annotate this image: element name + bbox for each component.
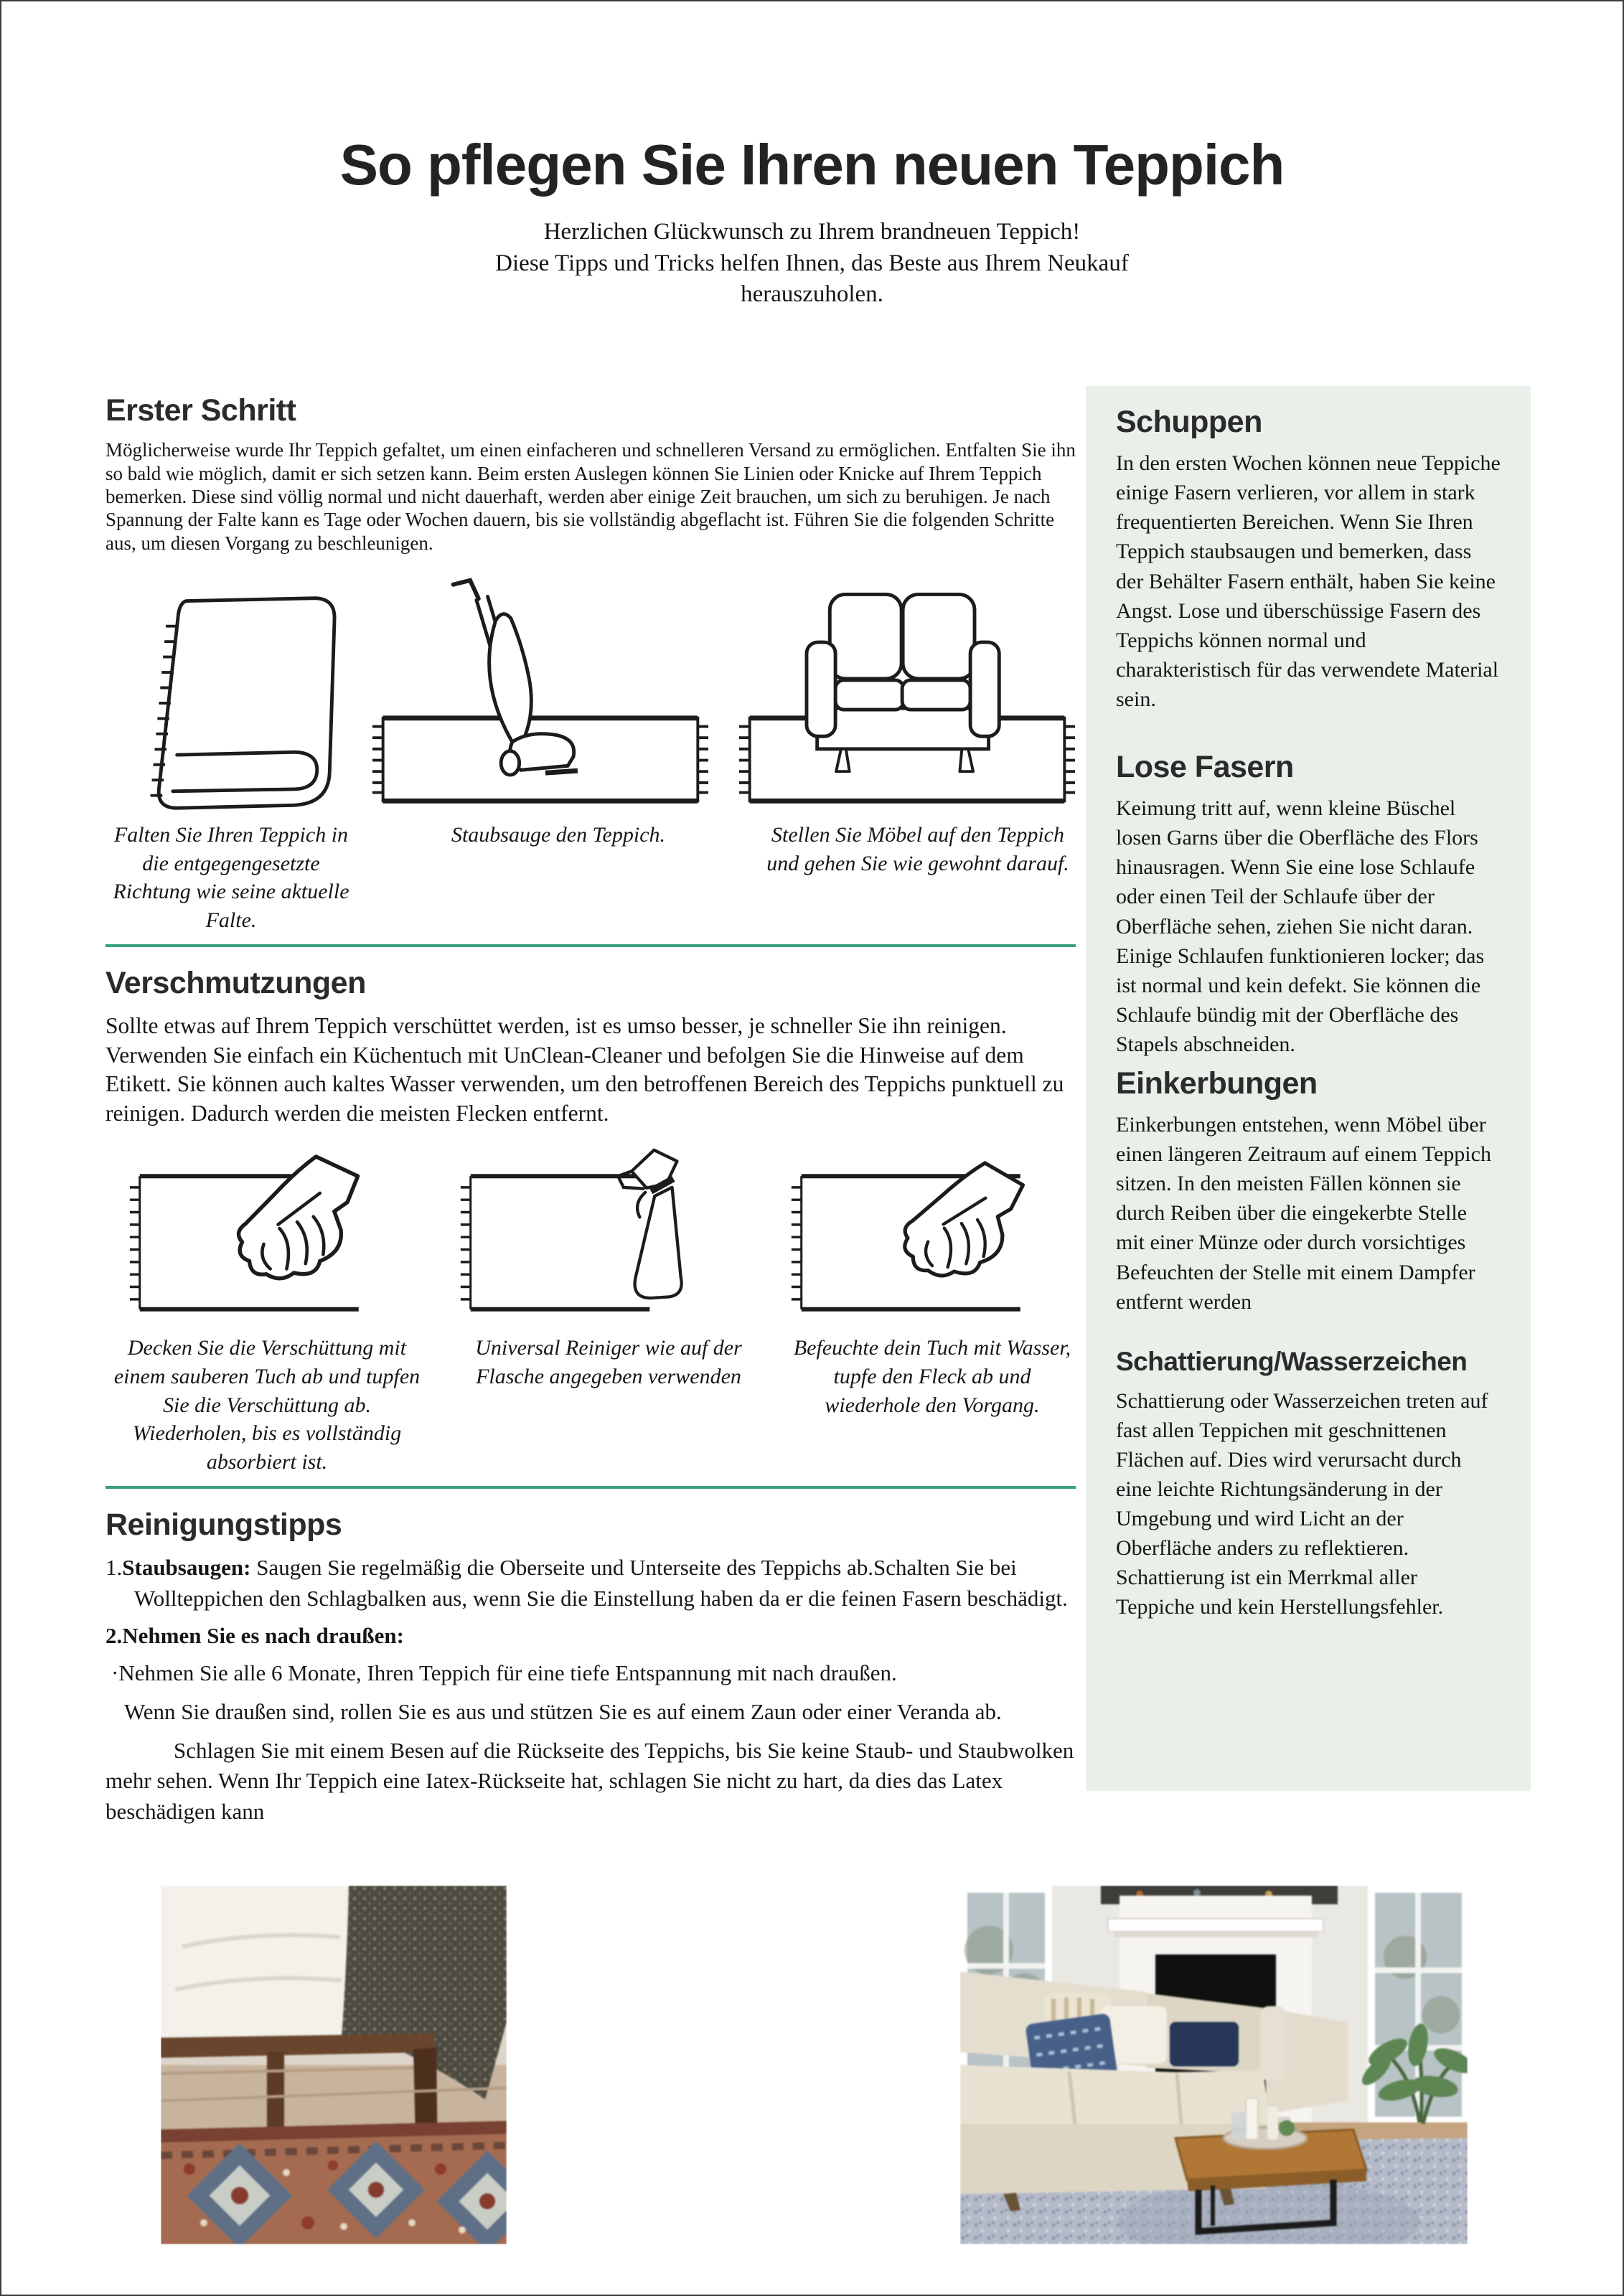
- step-caption: Falten Sie Ihren Teppich in die entgegengesetzte Richtung wie seine aktuelle Falte.: [113, 823, 349, 932]
- tip-number: 2.: [105, 1622, 123, 1648]
- vacuum-on-rug-illustration: [372, 575, 709, 814]
- subtitle-line: Herzlichen Glückwunsch zu Ihrem brandneuen Teppich!: [543, 219, 1081, 245]
- sidebar-paragraph-schattierung: Schattierung oder Wasserzeichen treten auf fast allen Teppichen mit geschnittenen Flächen auf. Dies wird verursacht durch eine leichte Richtungsänderung in der Umgebung und wird Licht an der Oberfläche anders zu reflektieren. Schattierung ist ein Merrkmal aller Teppiche und kein Herstellungsfehler.: [1116, 1388, 1488, 1619]
- tip-paragraph: Wenn Sie draußen sind, rollen Sie es aus und stützen Sie es auf einem Zaun oder einer Veranda ab.: [124, 1699, 1002, 1725]
- sidebar-paragraph-einkerbungen: Einkerbungen entstehen, wenn Möbel über einen längeren Zeitraum auf einem Teppich sitzen. In den meisten Fällen können sie durch Reiben über die eingekerbte Stelle mit einer Münze oder durch vorsichtiges Befeuchten der Stelle mit einem Dampfer entfernt werden: [1116, 1113, 1491, 1314]
- tip-item-1: [105, 1553, 1076, 1613]
- sidebar-heading-schattierung: Schattierung/Wasserzeichen: [1116, 1346, 1468, 1376]
- tip-text: Saugen Sie regelmäßig die Oberseite und Unterseite des Teppichs ab.Schalten Sie bei Wollteppichen den Schlagbalken aus, wenn Sie die Einstellung haben da er die feinen Fasern beschädigt.: [134, 1555, 1068, 1611]
- subtitle: [1, 217, 1623, 311]
- sidebar-paragraph-lose-fasern: Keimung tritt auf, wenn kleine Büschel losen Garns über die Oberfläche des Flors hinausragen. Wenn Sie eine lose Schlaufe oder einen Teil der Schlaufe über der Oberfläche sehen, ziehen Sie nicht daran. Einige Schlaufen funktionieren locker; das ist normal und kein defekt. Sie können die Schlaufe bündig mit der Oberfläche des Stapels abschneiden.: [1116, 796, 1485, 1056]
- hand-blotting-rug-illustration: [105, 1140, 414, 1327]
- bedroom-rug-photo: [161, 1886, 507, 2244]
- step-illustrations-row-2: [105, 1140, 1076, 1327]
- main-column: [105, 395, 1076, 1835]
- tip-number: 1.: [105, 1555, 123, 1581]
- step-captions-row-1: [105, 821, 1076, 934]
- spray-bottle-illustration: [436, 1140, 745, 1327]
- hand-dabbing-rug-illustration: [767, 1140, 1076, 1327]
- step-caption: Universal Reiniger wie auf der Flasche angegeben verwenden: [475, 1336, 742, 1388]
- step-caption: Befeuchte dein Tuch mit Wasser, tupfe den Fleck ab und wiederhole den Vorgang.: [793, 1336, 1071, 1417]
- sidebar-heading-lose-fasern: Lose Fasern: [1116, 749, 1294, 784]
- step-caption: Decken Sie die Verschüttung mit einem sauberen Tuch ab und tupfen Sie die Verschüttung ab. Wiederholen, bis es vollständig absorbiert ist.: [113, 1336, 421, 1474]
- section-heading-reinigungstipps: Reinigungstipps: [105, 1507, 342, 1543]
- header: [1, 132, 1623, 311]
- step-captions-row-2: [105, 1334, 1076, 1476]
- tip-label: Nehmen Sie es nach draußen:: [122, 1622, 404, 1648]
- sidebar-paragraph-schuppen: In den ersten Wochen können neue Teppiche einige Fasern verlieren, vor allem in stark frequentierten Bereichen. Wenn Sie Ihren Teppich staubsaugen und bemerken, dass der Behälter Fasern enthält, haben Sie keine Angst. Lose und überschüssige Fasern des Teppichs können normal und charakteristisch für das verwendete Material sein.: [1116, 451, 1501, 711]
- subtitle-line: herauszuholen.: [741, 281, 883, 308]
- step-caption: Staubsauge den Teppich.: [451, 823, 666, 847]
- tip-label: Staubsaugen:: [122, 1555, 251, 1581]
- green-divider: [105, 944, 1076, 947]
- erster-schritt-paragraph: Möglicherweise wurde Ihr Teppich gefaltet, um einen einfacheren und schnelleren Versand zu ermöglichen. Entfalten Sie ihn so bald wie möglich, damit er sich setzen kann. Beim ersten Auslegen können Sie Linien oder Knicke auf Ihrem Teppich bemerken. Diese sind völlig normal und nicht dauerhaft, werden aber einige Zeit brauchen, um sich zu beruhigen. Je nach Spannung der Falte kann es Tage oder Wochen dauern, bis sie vollständig abgeflacht ist. Führen Sie die folgenden Schritte aus, um diesen Vorgang zu beschleunigen.: [105, 439, 1076, 554]
- sidebar-heading-schuppen: Schuppen: [1116, 405, 1262, 439]
- section-heading-erster-schritt: Erster Schritt: [105, 393, 296, 428]
- tip-paragraph: ·Nehmen Sie alle 6 Monate, Ihren Teppich für eine tiefe Entspannung mit nach draußen.: [111, 1660, 897, 1685]
- sidebar-heading-einkerbungen: Einkerbungen: [1116, 1065, 1318, 1101]
- sofa-on-rug-illustration: [738, 575, 1076, 814]
- subtitle-line: Diese Tipps und Tricks helfen Ihnen, das Beste aus Ihrem Neukauf: [495, 250, 1129, 276]
- tip-paragraph: Schlagen Sie mit einem Besen auf die Rückseite des Teppichs, bis Sie keine Staub- und Staubwolken mehr sehen. Wenn Ihr Teppich eine Iatex-Rückseite hat, schlagen Sie nicht zu hart, da dies das Latex beschädigen kann: [105, 1738, 1074, 1824]
- page-title: So pflegen Sie Ihren neuen Teppich: [339, 133, 1285, 197]
- green-divider: [105, 1486, 1076, 1489]
- tip-item-2: [105, 1621, 1076, 1651]
- step-illustrations-row-1: [105, 575, 1076, 814]
- living-room-rug-photo: [960, 1886, 1468, 2244]
- sidebar: [1086, 386, 1531, 1791]
- verschmutzungen-paragraph: Sollte etwas auf Ihrem Teppich verschüttet werden, ist es umso besser, je schneller Sie ihn reinigen. Verwenden Sie einfach ein Küchentuch mit UnClean-Cleaner und befolgen Sie die Hinweise auf dem Etikett. Sie können auch kaltes Wasser verwenden, um den betroffenen Bereich des Teppichs punktuell zu reinigen. Dadurch werden die meisten Flecken entfernt.: [105, 1012, 1064, 1126]
- folded-rug-illustration: [105, 590, 342, 814]
- section-heading-verschmutzungen: Verschmutzungen: [105, 966, 366, 1001]
- step-caption: Stellen Sie Möbel auf den Teppich und gehen Sie wie gewohnt darauf.: [766, 823, 1069, 875]
